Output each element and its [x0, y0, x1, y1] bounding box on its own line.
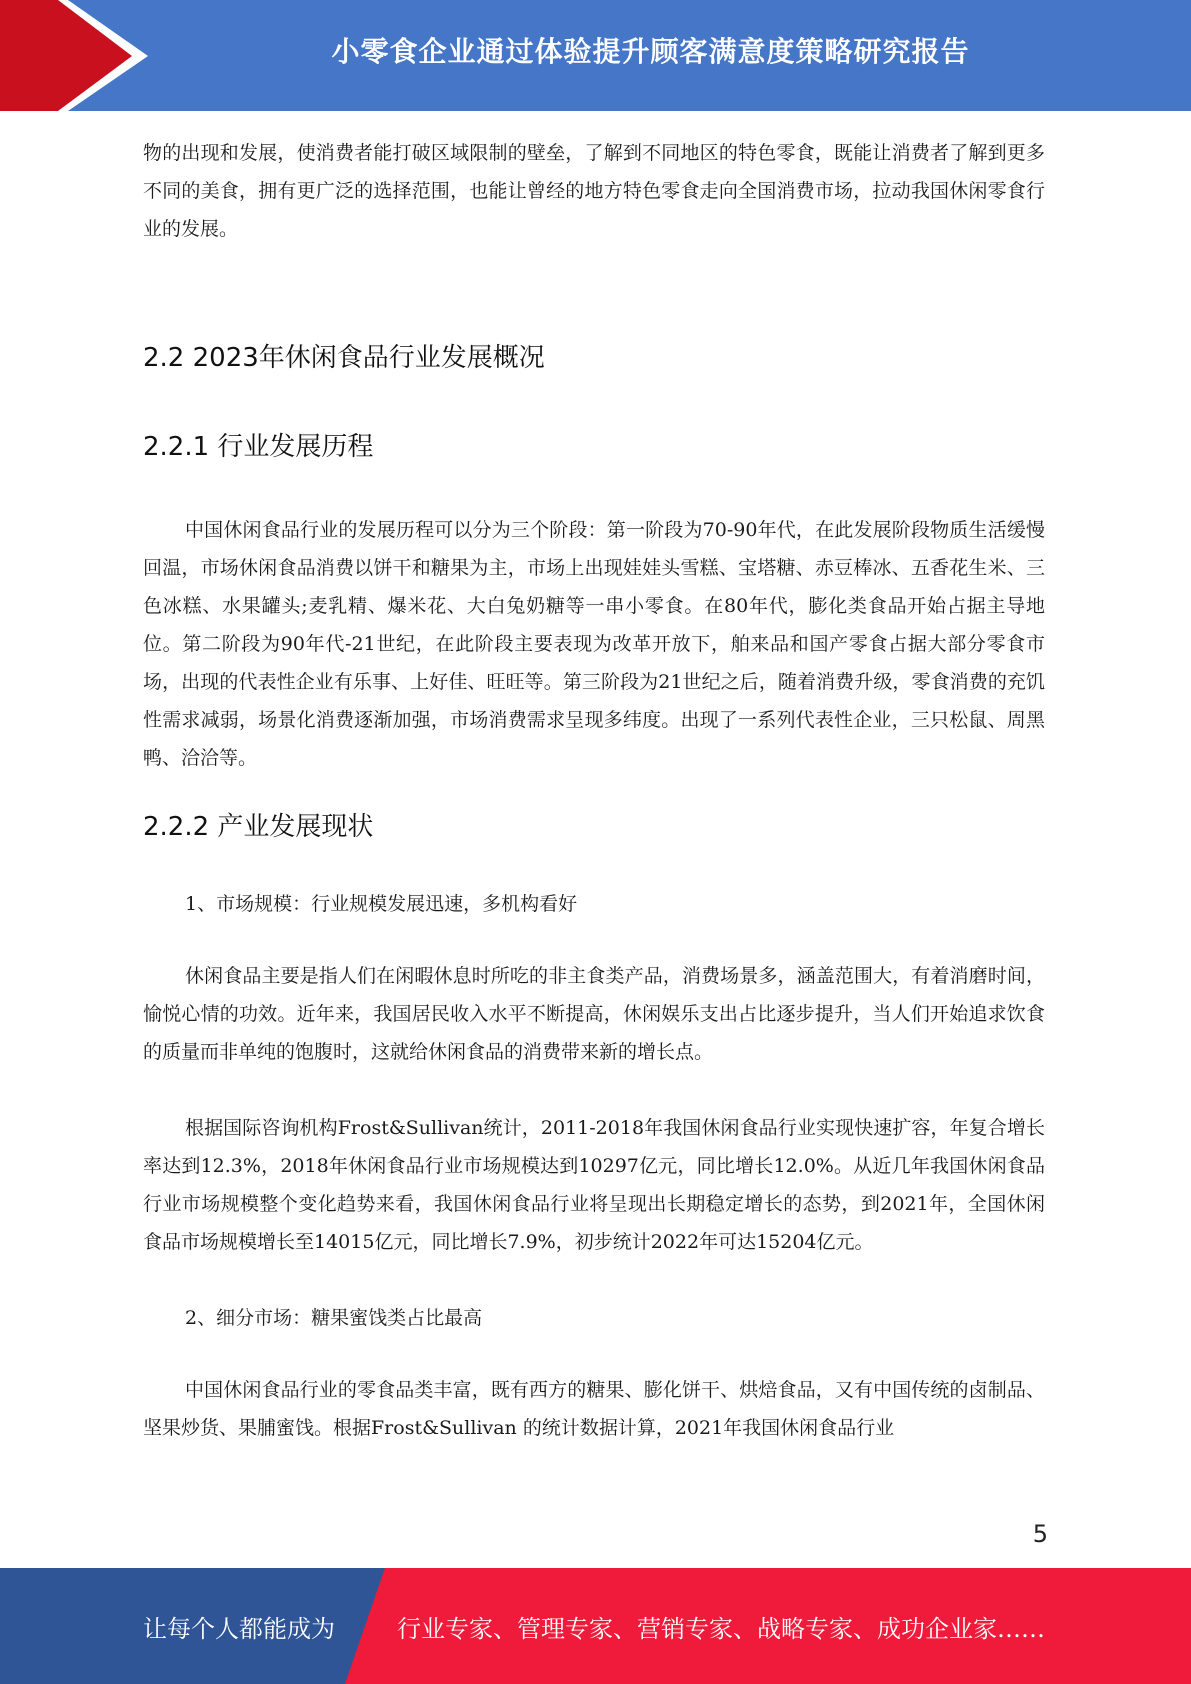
scale-paragraph-2: 根据国际咨询机构Frost&Sullivan统计，2011-2018年我国休闲食品行业实现快速扩容，年复合增长率达到12.3%，2018年休闲食品行业市场规模达到10297亿元，同比增长12.0%。从近几年我国休闲食品行业市场规模整个变化趋势来看，我国休闲食品行业将呈现出长期稳定增长的态势，到2021年，全国休闲食品市场规模增长至14015亿元，同比增长7.9%，初步统计2022年可达15204亿元。	[143, 1117, 1045, 1253]
segment-paragraph: 中国休闲食品行业的零食品类丰富，既有西方的糖果、膨化饼干、烘焙食品，又有中国传统的卤制品、坚果炒货、果脯蜜饯。根据Frost&Sullivan 的统计数据计算，2021年我国休闲食品行业	[143, 1379, 1045, 1439]
report-title: 小零食企业通过体验提升顾客满意度策略研究报告	[331, 35, 970, 68]
page-header	[0, 0, 1191, 111]
footer-slogan-left: 让每个人都能成为	[143, 1614, 335, 1643]
page-number: 5	[1032, 1520, 1048, 1548]
header-arrow-icon	[0, 0, 160, 111]
scale-paragraph-1: 休闲食品主要是指人们在闲暇休息时所吃的非主食类产品，消费场景多，涵盖范围大，有着消磨时间，愉悦心情的功效。近年来，我国居民收入水平不断提高，休闲娱乐支出占比逐步提升，当人们开始追求饮食的质量而非单纯的饱腹时，这就给休闲食品的消费带来新的增长点。	[143, 965, 1045, 1063]
intro-paragraph: 物的出现和发展，使消费者能打破区域限制的壁垒，了解到不同地区的特色零食，既能让消费者了解到更多不同的美食，拥有更广泛的选择范围，也能让曾经的地方特色零食走向全国消费市场，拉动我国休闲零食行业的发展。	[143, 142, 1045, 240]
section-heading-2-2-2: 2.2.2 产业发展现状	[143, 812, 374, 842]
section-heading-2-2-1: 2.2.1 行业发展历程	[143, 432, 374, 462]
document-body	[143, 134, 1045, 1447]
footer-slogan-right: 行业专家、管理专家、营销专家、战略专家、成功企业家……	[397, 1614, 1045, 1643]
list-item-segment-market: 2、细分市场：糖果蜜饯类占比最高	[185, 1307, 483, 1329]
section-heading-2-2: 2.2 2023年休闲食品行业发展概况	[143, 343, 545, 373]
list-item-market-scale: 1、市场规模：行业规模发展迅速，多机构看好	[185, 893, 578, 915]
page-footer	[0, 1568, 1191, 1684]
history-paragraph: 中国休闲食品行业的发展历程可以分为三个阶段：第一阶段为70-90年代，在此发展阶段物质生活缓慢回温，市场休闲食品消费以饼干和糖果为主，市场上出现娃娃头雪糕、宝塔糖、赤豆棒冰、五香花生米、三色冰糕、水果罐头;麦乳精、爆米花、大白兔奶糖等一串小零食。在80年代，膨化类食品开始占据主导地位。第二阶段为90年代-21世纪，在此阶段主要表现为改革开放下，舶来品和国产零食占据大部分零食市场，出现的代表性企业有乐事、上好佳、旺旺等。第三阶段为21世纪之后，随着消费升级，零食消费的充饥性需求减弱，场景化消费逐渐加强，市场消费需求呈现多纬度。出现了一系列代表性企业，三只松鼠、周黑鸭、洽洽等。	[143, 519, 1045, 769]
